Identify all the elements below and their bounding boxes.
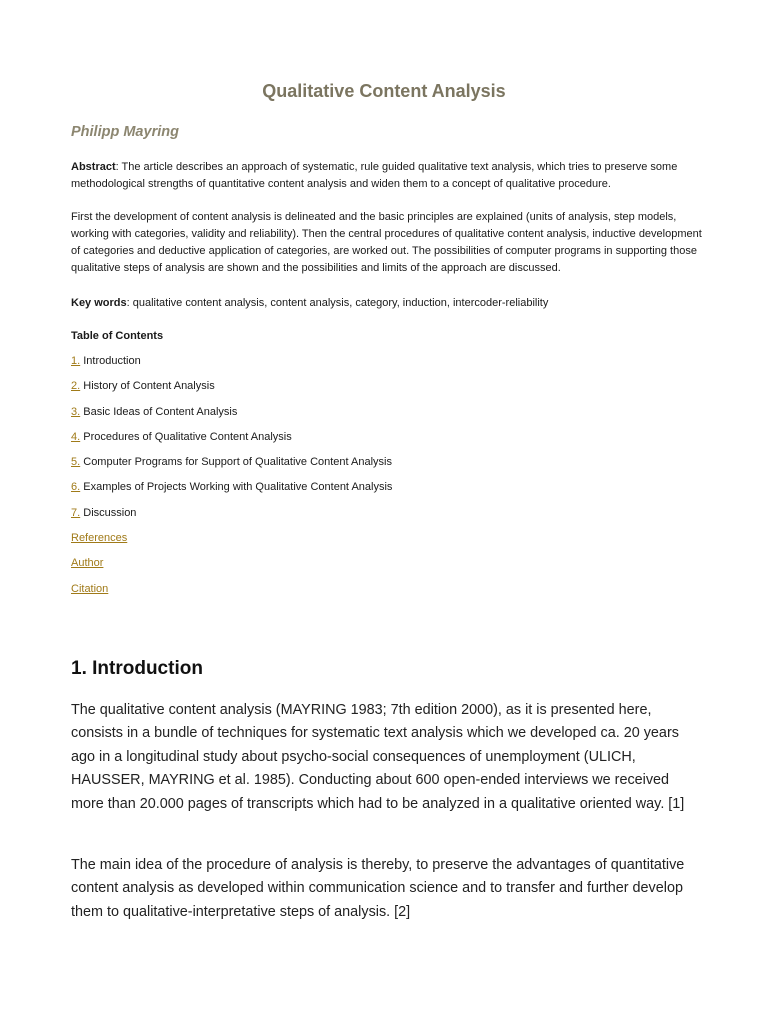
toc-item-label: Computer Programs for Support of Qualitative Content Analysis: [80, 456, 393, 469]
keywords-text: : qualitative content analysis, content analysis, category, induction, intercoder-reliability: [126, 297, 549, 309]
references-link[interactable]: References: [71, 532, 128, 545]
toc-link-discussion[interactable]: 7.: [71, 506, 81, 519]
toc-list: [71, 353, 392, 606]
abstract-paragraph-2: First the development of content analysis is delineated and the basic principles are explained (units of analysis, step models, working with categories, validity and reliability). Then the central procedures of qualitative content analysis, inductive development of categories and deductive application of categories, are worked out. The possibilities of computer programs in supporting those qualitative steps of analysis are shown and the possibilities and limits of the approach are discussed.: [71, 211, 702, 274]
toc-item-label: Basic Ideas of Content Analysis: [80, 405, 238, 418]
toc-heading: Table of Contents: [71, 330, 164, 342]
toc-link-basic-ideas[interactable]: 3.: [71, 405, 81, 418]
section-heading-introduction: 1. Introduction: [71, 658, 203, 679]
toc-link-introduction[interactable]: 1.: [71, 355, 81, 367]
toc-item: [71, 454, 392, 479]
toc-item: [71, 353, 392, 378]
toc-link-examples[interactable]: 6.: [71, 481, 81, 494]
toc-item: [71, 505, 392, 530]
introduction-paragraph-1: The qualitative content analysis (MAYRING 1983; 7th edition 2000), as it is presented here, consists in a bundle of techniques for systematic text analysis which we developed ca. 20 years ago in a longitudinal study about psycho-social consequences of unemployment (ULICH, HAUSSER, MAYRING et al. 1985). Conducting about 600 open-ended interviews we received more than 20.000 pages of transcripts which had to be analyzed in a qualitative oriented way. [1]: [71, 702, 685, 812]
toc-item-label: History of Content Analysis: [80, 380, 215, 393]
abstract-paragraph: [71, 159, 703, 193]
toc-item: [71, 429, 392, 454]
toc-item-label: Examples of Projects Working with Qualitative Content Analysis: [80, 481, 393, 494]
abstract-label: Abstract: [71, 161, 116, 173]
toc-item: [71, 555, 392, 580]
introduction-paragraph-2: The main idea of the procedure of analysis is thereby, to preserve the advantages of quantitative content analysis as developed within communication science and to transfer and further develop them to qualitative-interpretative steps of analysis. [2]: [71, 857, 685, 920]
abstract-text: : The article describes an approach of systematic, rule guided qualitative text analysis, which tries to preserve some methodological strengths of quantitative content analysis and widen them to a concept of qualitative procedure.: [71, 161, 678, 190]
toc-link-computer-programs[interactable]: 5.: [71, 456, 81, 469]
toc-item: [71, 530, 392, 555]
keywords-paragraph: [71, 295, 703, 312]
toc-item: [71, 479, 392, 504]
toc-item: [71, 378, 392, 403]
article-author: Philipp Mayring: [71, 124, 179, 140]
toc-item: [71, 581, 392, 606]
toc-item: [71, 404, 392, 429]
toc-item-label: Discussion: [80, 506, 137, 519]
toc-item-label: Procedures of Qualitative Content Analysis: [80, 430, 292, 443]
toc-item-label: Introduction: [80, 355, 141, 367]
toc-link-procedures[interactable]: 4.: [71, 430, 81, 443]
article-title: Qualitative Content Analysis: [262, 81, 506, 101]
toc-link-history[interactable]: 2.: [71, 380, 81, 393]
keywords-label: Key words: [71, 297, 127, 309]
citation-link[interactable]: Citation: [71, 582, 109, 595]
author-link[interactable]: Author: [71, 557, 104, 570]
